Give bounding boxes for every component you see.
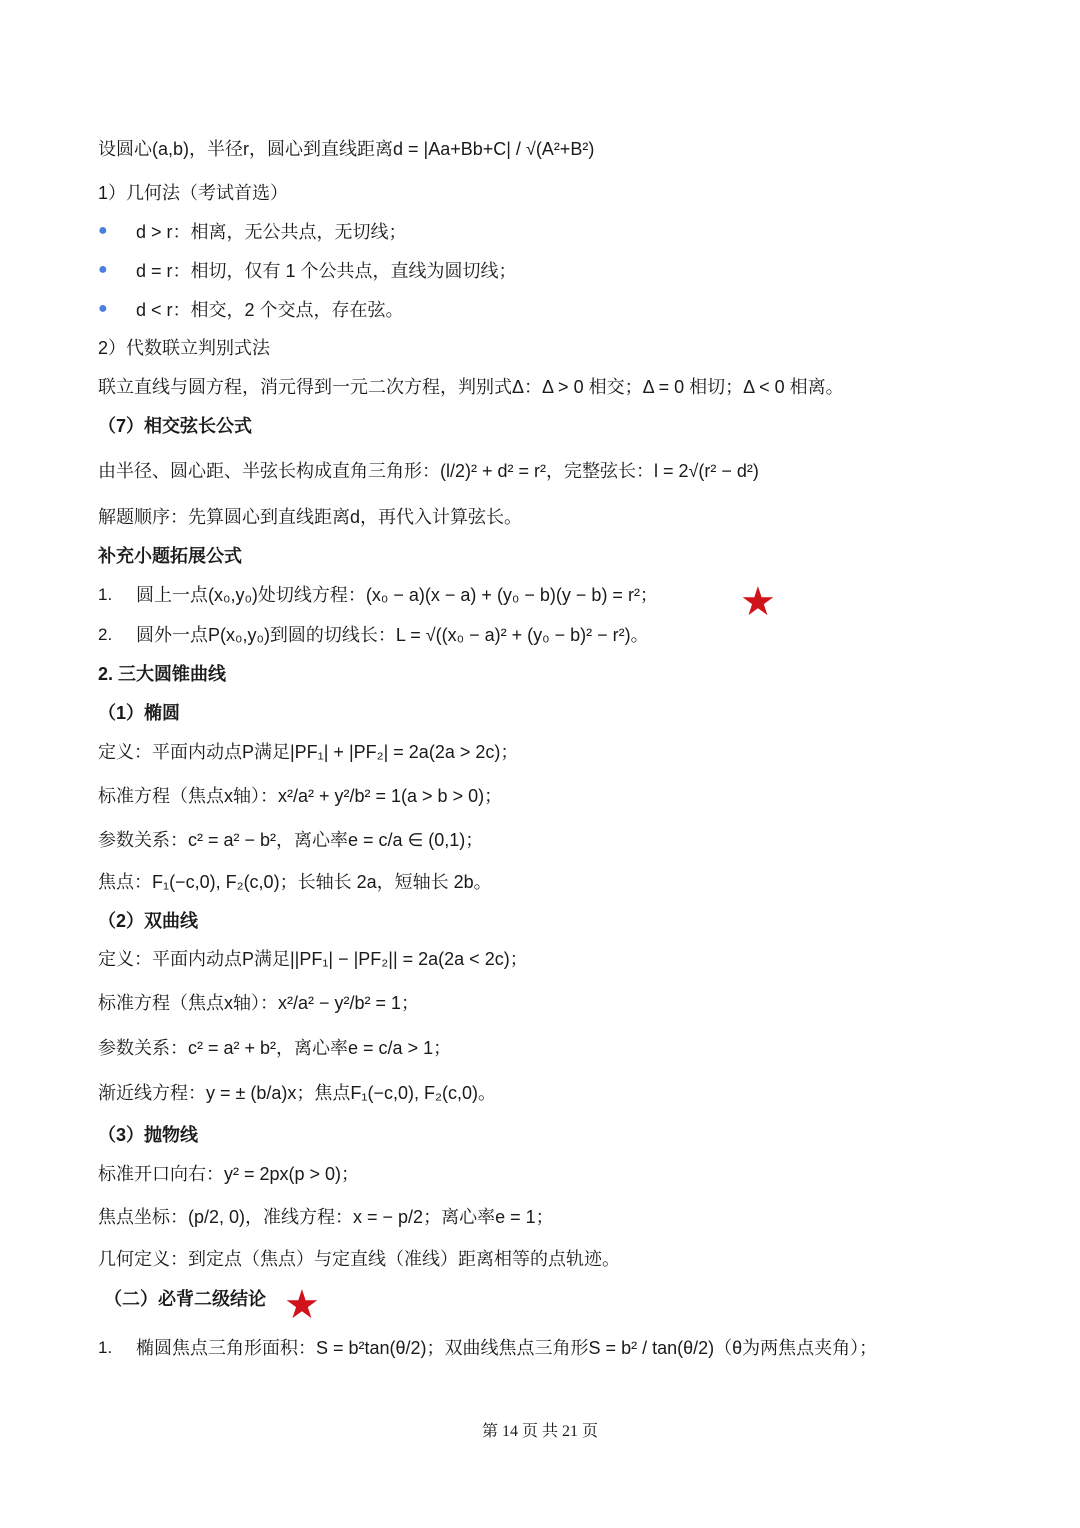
chord-length-heading: （7）相交弦长公式 (98, 416, 253, 436)
hyperbola-definition: 定义：平面内动点P满足||PF₁| − |PF₂|| = 2a(2a < 2c)； (98, 949, 528, 969)
page-footer: 第 14 页 共 21 页 (481, 1423, 598, 1440)
list-number: 2. (98, 625, 113, 644)
parabola-focus: 焦点坐标：(p/2, 0)，准线方程：x = − p/2；离心率e = 1； (98, 1207, 554, 1227)
discriminant-line: 联立直线与圆方程，消元得到一元二次方程，判别式Δ：Δ > 0 相交；Δ = 0 相切；Δ < 0 相离。 (98, 377, 844, 397)
bullet-icon: ● (98, 222, 108, 239)
secondary-conclusions-heading: （二）必背二级结论 (104, 1289, 266, 1309)
parabola-definition: 几何定义：到定点（焦点）与定直线（准线）距离相等的点轨迹。 (98, 1249, 620, 1269)
method-1-heading: 1）几何法（考试首选） (98, 183, 289, 203)
bullet-separate: d > r：相离，无公共点，无切线； (136, 222, 407, 242)
bullet-tangent: d = r：相切，仅有 1 个公共点，直线为圆切线； (136, 261, 517, 281)
ellipse-heading: （1）椭圆 (98, 703, 181, 723)
solving-order-line: 解题顺序：先算圆心到直线距离d，再代入计算弦长。 (98, 507, 523, 527)
star-icon: ★ (740, 580, 776, 624)
hyperbola-equation: 标准方程（焦点x轴）：x²/a² − y²/b² = 1； (98, 993, 420, 1013)
chord-length-formula: 由半径、圆心距、半弦长构成直角三角形：(l/2)² + d² = r²，完整弦长：l = 2√(r² − d²) (98, 461, 759, 481)
conics-heading: 2. 三大圆锥曲线 (98, 664, 227, 684)
distance-formula-line: 设圆心(a,b)，半径r，圆心到直线距离d = |Aa+Bb+C| / √(A²+B²) (98, 139, 595, 159)
focal-triangle-area-line: 椭圆焦点三角形面积：S = b²tan(θ/2)；双曲线焦点三角形S = b² / tan(θ/2)（θ为两焦点夹角）； (136, 1338, 878, 1358)
star-icon: ★ (284, 1283, 320, 1327)
parabola-equation: 标准开口向右：y² = 2px(p > 0)； (98, 1164, 360, 1184)
tangent-equation-line: 圆上一点(x₀,y₀)处切线方程：(x₀ − a)(x − a) + (y₀ − b)(y − b) = r²； (136, 585, 658, 605)
list-number: 1. (98, 1338, 113, 1357)
list-number: 1. (98, 585, 113, 604)
hyperbola-parameters: 参数关系：c² = a² + b²，离心率e = c/a > 1； (98, 1038, 452, 1058)
hyperbola-asymptotes: 渐近线方程：y = ± (b/a)x；焦点F₁(−c,0), F₂(c,0)。 (98, 1083, 496, 1103)
supplement-heading: 补充小题拓展公式 (98, 546, 242, 566)
ellipse-foci: 焦点：F₁(−c,0), F₂(c,0)；长轴长 2a，短轴长 2b。 (98, 872, 492, 892)
parabola-heading: （3）抛物线 (98, 1125, 199, 1145)
ellipse-definition: 定义：平面内动点P满足|PF₁| + |PF₂| = 2a(2a > 2c)； (98, 742, 519, 762)
ellipse-parameters: 参数关系：c² = a² − b²，离心率e = c/a ∈ (0,1)； (98, 830, 484, 850)
bullet-icon: ● (98, 261, 108, 278)
method-2-heading: 2）代数联立判别式法 (98, 338, 271, 358)
tangent-length-line: 圆外一点P(x₀,y₀)到圆的切线长：L = √((x₀ − a)² + (y₀ − b)² − r²)。 (136, 625, 649, 645)
bullet-intersect: d < r：相交，2 个交点，存在弦。 (136, 300, 404, 320)
bullet-icon: ● (98, 300, 108, 317)
hyperbola-heading: （2）双曲线 (98, 911, 199, 931)
ellipse-equation: 标准方程（焦点x轴）：x²/a² + y²/b² = 1(a > b > 0)； (98, 786, 503, 806)
